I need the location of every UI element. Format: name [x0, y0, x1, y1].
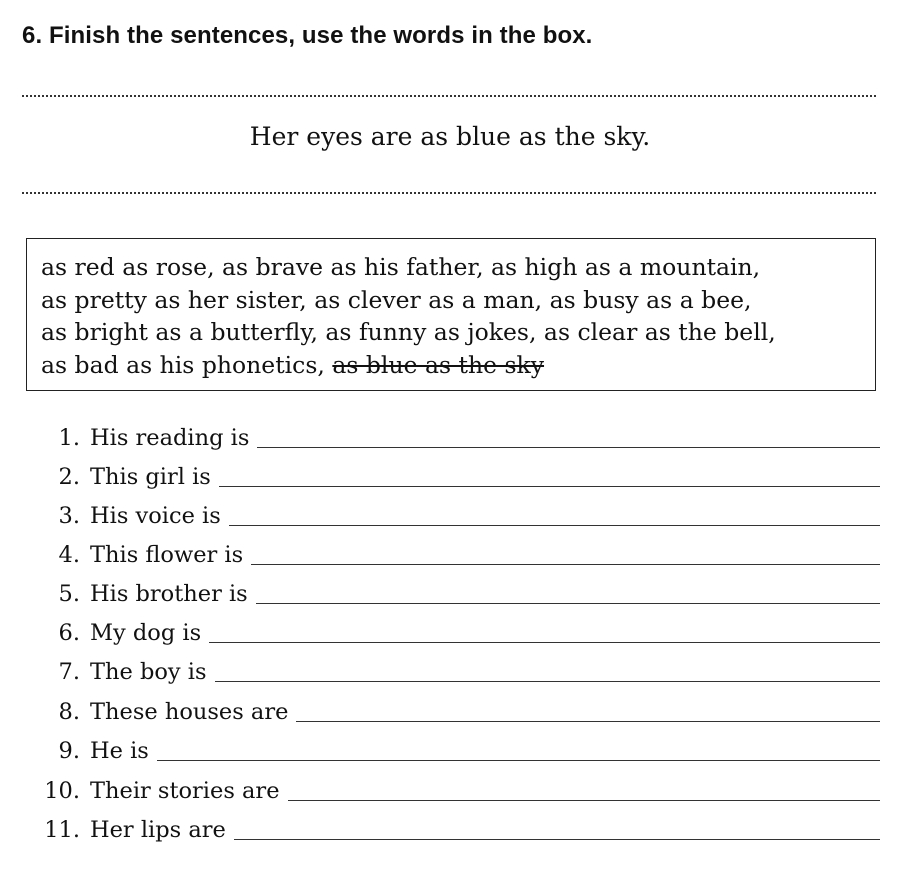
answer-blank[interactable]: [296, 721, 880, 722]
sentence-number: 8.: [58, 699, 80, 725]
sentence-row-3: [44, 499, 880, 529]
sentence-number: 6.: [58, 620, 80, 646]
sentence-prompt: This flower is: [90, 542, 244, 568]
sentence-prompt: His voice is: [90, 503, 221, 529]
answer-blank[interactable]: [288, 800, 880, 801]
answer-blank[interactable]: [257, 447, 880, 448]
sentence-prompt: My dog is: [90, 620, 202, 646]
sentence-row-8: [44, 695, 880, 725]
sentence-row-5: [44, 577, 880, 607]
word-box-line: as pretty as her sister, as clever as a man, as busy as a bee,: [41, 285, 752, 314]
answer-blank[interactable]: [256, 603, 880, 604]
sentence-prompt: The boy is: [90, 659, 207, 685]
sentence-number: 2.: [58, 464, 80, 490]
struck-example-phrase: as blue as the sky: [332, 350, 545, 379]
word-box-line-text: as bad as his phonetics,: [41, 350, 325, 379]
exercise-title: 6. Finish the sentences, use the words in the box.: [22, 22, 593, 49]
word-box-line-last: [41, 349, 875, 382]
sentence-number: 5.: [58, 581, 80, 607]
sentence-row-10: [44, 774, 880, 804]
sentence-number: 11.: [44, 817, 80, 843]
sentence-prompt: He is: [90, 738, 149, 764]
sentence-prompt: Her lips are: [90, 817, 226, 843]
sentence-number: 3.: [58, 503, 80, 529]
sentence-number: 10.: [44, 778, 80, 804]
sentence-number: 4.: [58, 542, 80, 568]
sentence-prompt: His brother is: [90, 581, 248, 607]
sentence-row-9: [44, 734, 880, 764]
sentence-row-4: [44, 538, 880, 568]
sentence-prompt: These houses are: [90, 699, 289, 725]
sentence-prompt: Their stories are: [90, 778, 280, 804]
answer-blank[interactable]: [219, 486, 880, 487]
answer-blank[interactable]: [229, 525, 880, 526]
sentence-row-6: [44, 616, 880, 646]
sentence-row-7: [44, 655, 880, 685]
word-box-line: as bright as a butterfly, as funny as jokes, as clear as the bell,: [41, 318, 776, 346]
sentence-prompt: This girl is: [90, 464, 211, 490]
example-sentence: Her eyes are as blue as the sky.: [249, 122, 651, 151]
answer-blank[interactable]: [157, 760, 880, 761]
answer-blank[interactable]: [209, 642, 880, 643]
word-box-line: as red as rose, as brave as his father, as high as a mountain,: [41, 253, 761, 281]
sentence-number: 1.: [58, 425, 80, 451]
sentence-row-11: [44, 813, 880, 843]
answer-blank[interactable]: [215, 681, 880, 682]
sentence-number: 7.: [58, 659, 80, 685]
answer-blank[interactable]: [251, 564, 880, 565]
dotted-divider-top: [22, 95, 876, 97]
sentence-row-2: [44, 460, 880, 490]
dotted-divider-bottom: [22, 192, 876, 194]
sentence-number: 9.: [58, 738, 80, 764]
sentence-row-1: [44, 421, 880, 451]
word-box: [26, 238, 876, 391]
sentence-prompt: His reading is: [90, 425, 250, 451]
answer-blank[interactable]: [234, 839, 880, 840]
